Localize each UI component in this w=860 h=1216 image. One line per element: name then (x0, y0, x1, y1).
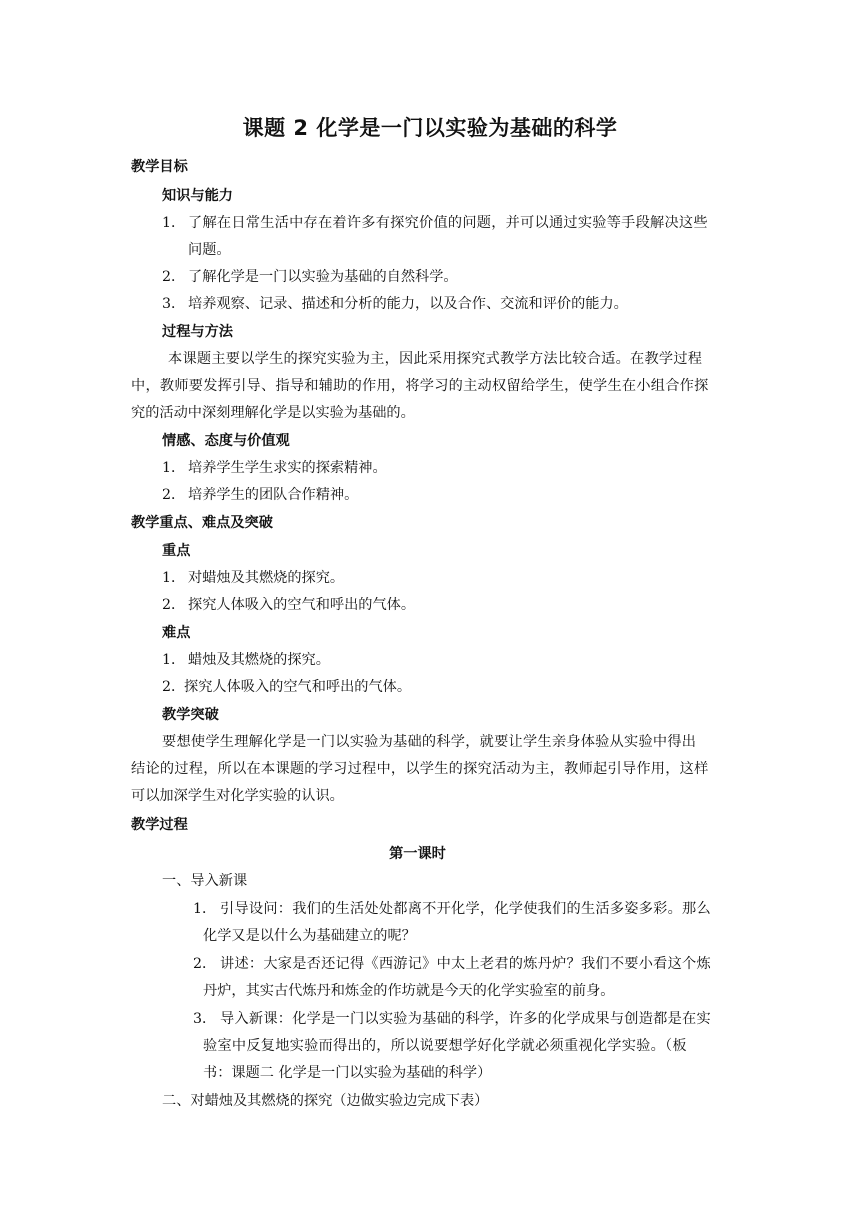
section-heading-keypoints: 教学重点、难点及突破 (131, 515, 273, 531)
list-item-text: 引导设问：我们的生活处处都离不开化学，化学使我们的生活多姿多彩。那么 (220, 901, 711, 917)
list-item-text: 丹炉，其实古代炼丹和炼金的作坊就是今天的化学实验室的前身。 (203, 983, 615, 999)
section-heading-process: 教学过程 (131, 817, 188, 833)
list-item-text: 培养观察、记录、描述和分析的能力，以及合作、交流和评价的能力。 (188, 296, 628, 312)
list-item-text: 探究人体吸入的空气和呼出的气体。 (184, 679, 412, 695)
list-number: 2． (162, 679, 186, 695)
list-item-text: 探究人体吸入的空气和呼出的气体。 (188, 597, 416, 613)
list-number: 1． (162, 570, 186, 586)
subheading-difficulty: 难点 (162, 625, 191, 641)
subheading-focus: 重点 (162, 543, 191, 559)
list-item-text: 了解化学是一门以实验为基础的自然科学。 (188, 269, 458, 285)
list-number: 1． (193, 901, 217, 917)
list-number: 2． (162, 269, 186, 285)
paragraph-line: 中，教师要发挥引导、指导和辅助的作用，将学习的主动权留给学生，使学生在小组合作探 (131, 378, 709, 394)
paragraph-line: 究的活动中深刻理解化学是以实验为基础的。 (131, 405, 415, 421)
paragraph-line: 结论的过程，所以在本课题的学习过程中，以学生的探究活动为主，教师起引导作用，这样 (131, 761, 709, 777)
list-number: 2． (162, 487, 186, 503)
list-number: 1． (162, 215, 186, 231)
part-heading: 二、对蜡烛及其燃烧的探究（边做实验边完成下表） (162, 1093, 489, 1109)
list-number: 1． (162, 460, 186, 476)
subheading-knowledge: 知识与能力 (162, 188, 233, 204)
paragraph-line: 要想使学生理解化学是一门以实验为基础的科学，就要让学生亲身体验从实验中得出 (162, 734, 697, 750)
list-item-text: 验室中反复地实验而得出的，所以说要想学好化学就必须重视化学实验。（板 (203, 1038, 687, 1054)
list-item-text: 化学又是以什么为基础建立的呢？ (203, 928, 416, 944)
list-item-text: 培养学生的团队合作精神。 (188, 487, 359, 503)
list-item-text: 对蜡烛及其燃烧的探究。 (188, 570, 345, 586)
list-item-text: 讲述：大家是否还记得《西游记》中太上老君的炼丹炉？我们不要小看这个炼 (220, 956, 711, 972)
list-item-text: 培养学生学生求实的探索精神。 (188, 460, 387, 476)
list-number: 3． (162, 296, 186, 312)
list-number: 2． (193, 956, 217, 972)
part-heading: 一、导入新课 (162, 873, 248, 889)
subheading-attitude: 情感、态度与价值观 (162, 433, 290, 449)
list-item-text: 书：课题二 化学是一门以实验为基础的科学） (203, 1065, 492, 1081)
paragraph-line: 本课题主要以学生的探究实验为主，因此采用探究式教学方法比较合适。在教学过程 (168, 351, 703, 367)
list-number: 1． (162, 652, 186, 668)
subheading-process: 过程与方法 (162, 324, 233, 340)
list-number: 3． (193, 1011, 217, 1027)
list-item-text: 导入新课：化学是一门以实验为基础的科学，许多的化学成果与创造都是在实 (220, 1011, 711, 1027)
paragraph-line: 可以加深学生对化学实验的认识。 (131, 788, 344, 804)
lesson-label: 第一课时 (389, 846, 446, 862)
page-title: 课题 2 化学是一门以实验为基础的科学 (242, 116, 618, 140)
list-item-text: 问题。 (188, 242, 231, 258)
list-item-text: 了解在日常生活中存在着许多有探究价值的问题，并可以通过实验等手段解决这些 (188, 215, 708, 231)
list-item-text: 蜡烛及其燃烧的探究。 (188, 652, 330, 668)
section-heading-objectives: 教学目标 (131, 159, 188, 175)
list-number: 2． (162, 597, 186, 613)
subheading-breakthrough: 教学突破 (162, 707, 219, 723)
